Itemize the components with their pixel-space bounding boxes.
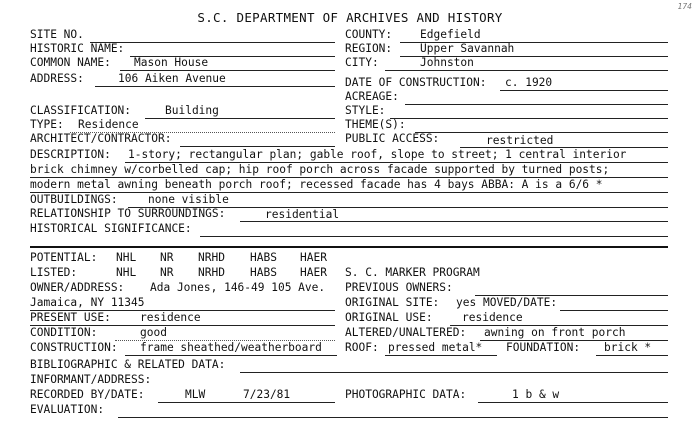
present-use-label: PRESENT USE: [30,311,111,324]
altered-label: ALTERED/UNALTERED: [345,326,467,339]
style-label: STYLE: [345,104,386,117]
roof-line [385,355,497,356]
evaluation-line [118,417,668,418]
original-use-label: ORIGINAL USE: [345,311,433,324]
relationship-line [240,221,668,222]
public-access-label: PUBLIC ACCESS: [345,132,440,145]
acreage-line [405,104,668,105]
previous-owners-label: PREVIOUS OWNERS: [345,281,453,294]
present-use-value: residence [140,311,201,324]
date-label: DATE OF CONSTRUCTION: [345,76,487,89]
foundation-line [596,355,668,356]
theme-line [415,132,668,133]
classification-line [145,118,335,119]
listed-habs: HABS [250,266,277,279]
potential-haer: HAER [300,251,327,264]
original-site-value: yes [456,296,477,309]
listed-nhl: NHL [116,266,137,279]
type-value: Residence [78,118,139,131]
city-value: Johnston [420,56,474,69]
owner-label: OWNER/ADDRESS: [30,281,125,294]
address-value: 106 Aiken Avenue [118,72,226,85]
listed-nr: NR [160,266,174,279]
description-line-2: brick chimney w/corbelled cap; hip roof porch across facade supported by turned posts; [30,163,610,176]
photographic-label: PHOTOGRAPHIC DATA: [345,388,467,401]
recorded-date: 7/23/81 [243,388,291,401]
construction-value: frame sheathed/weatherboard [140,341,322,354]
potential-label: POTENTIAL: [30,251,98,264]
classification-label: CLASSIFICATION: [30,104,132,117]
public-access-value: restricted [486,134,554,147]
condition-value: good [140,326,167,339]
common-name-label: COMMON NAME: [30,56,111,69]
theme-label: THEME(S): [345,118,406,131]
listed-nrhd: NRHD [198,266,225,279]
potential-nhl: NHL [116,251,137,264]
style-line [390,118,668,119]
site-no-line [90,42,335,43]
region-label: REGION: [345,42,393,55]
photographic-value: 1 b & w [512,388,560,401]
potential-nr: NR [160,251,174,264]
moved-date-label: MOVED/DATE: [483,296,558,309]
address-label: ADDRESS: [30,72,84,85]
significance-line [200,236,668,237]
architect-label: ARCHITECT/CONTRACTOR: [30,132,172,145]
address-line [95,86,335,87]
corner-note: 174 [677,2,692,11]
potential-habs: HABS [250,251,277,264]
foundation-label: FOUNDATION: [506,341,581,354]
form-title: S.C. DEPARTMENT OF ARCHIVES AND HISTORY [197,10,503,25]
architect-line [180,146,335,147]
type-label: TYPE: [30,118,64,131]
listed-haer: HAER [300,266,327,279]
relationship-value: residential [265,208,340,221]
significance-label: HISTORICAL SIGNIFICANCE: [30,222,192,235]
foundation-value: brick * [604,341,652,354]
moved-date-line [560,310,668,311]
informant-label: INFORMANT/ADDRESS: [30,373,152,386]
construction-label: CONSTRUCTION: [30,341,118,354]
recorded-line [158,402,335,403]
common-name-value: Mason House [134,56,209,69]
city-label: CITY: [345,56,379,69]
owner-line-1: Ada Jones, 146-49 105 Ave. [150,281,326,294]
description-line-1: 1-story; rectangular plan; gable roof, slope to street; 1 central interior [128,148,627,161]
outbuildings-value: none visible [148,193,229,206]
recorded-label: RECORDED BY/DATE: [30,388,145,401]
bibliographic-line [240,372,668,373]
site-no-label: SITE NO. [30,28,84,41]
historic-name-label: HISTORIC NAME: [30,42,125,55]
roof-value: pressed metal* [388,341,483,354]
outbuildings-label: OUTBUILDINGS: [30,193,118,206]
recorded-by: MLW [185,388,206,401]
common-name-line [120,70,335,71]
bibliographic-label: BIBLIOGRAPHIC & RELATED DATA: [30,358,226,371]
photographic-line [478,402,668,403]
owner-line-2: Jamaica, NY 11345 [30,296,145,309]
evaluation-label: EVALUATION: [30,403,105,416]
description-line-3: modern metal awning beneath porch roof; recessed facade has 4 bays ABBA: A is a 6/6 * [30,178,603,191]
roof-label: ROOF: [345,341,379,354]
description-rule-3 [30,192,668,193]
county-label: COUNTY: [345,28,393,41]
acreage-label: ACREAGE: [345,90,399,103]
section-divider [30,246,668,248]
potential-nrhd: NRHD [198,251,225,264]
original-use-value: residence [462,311,523,324]
county-value: Edgefield [420,28,481,41]
classification-value: Building [165,104,219,117]
date-value: c. 1920 [505,76,553,89]
region-value: Upper Savannah [420,42,515,55]
condition-label: CONDITION: [30,326,98,339]
listed-label: LISTED: [30,266,78,279]
date-line [500,90,668,91]
city-line [385,70,668,71]
relationship-label: RELATIONSHIP TO SURROUNDINGS: [30,207,226,220]
description-label: DESCRIPTION: [30,148,111,161]
marker-label: S. C. MARKER PROGRAM [345,266,480,279]
construction-line [125,355,337,356]
altered-value: awning on front porch [484,326,626,339]
original-site-label: ORIGINAL SITE: [345,296,440,309]
